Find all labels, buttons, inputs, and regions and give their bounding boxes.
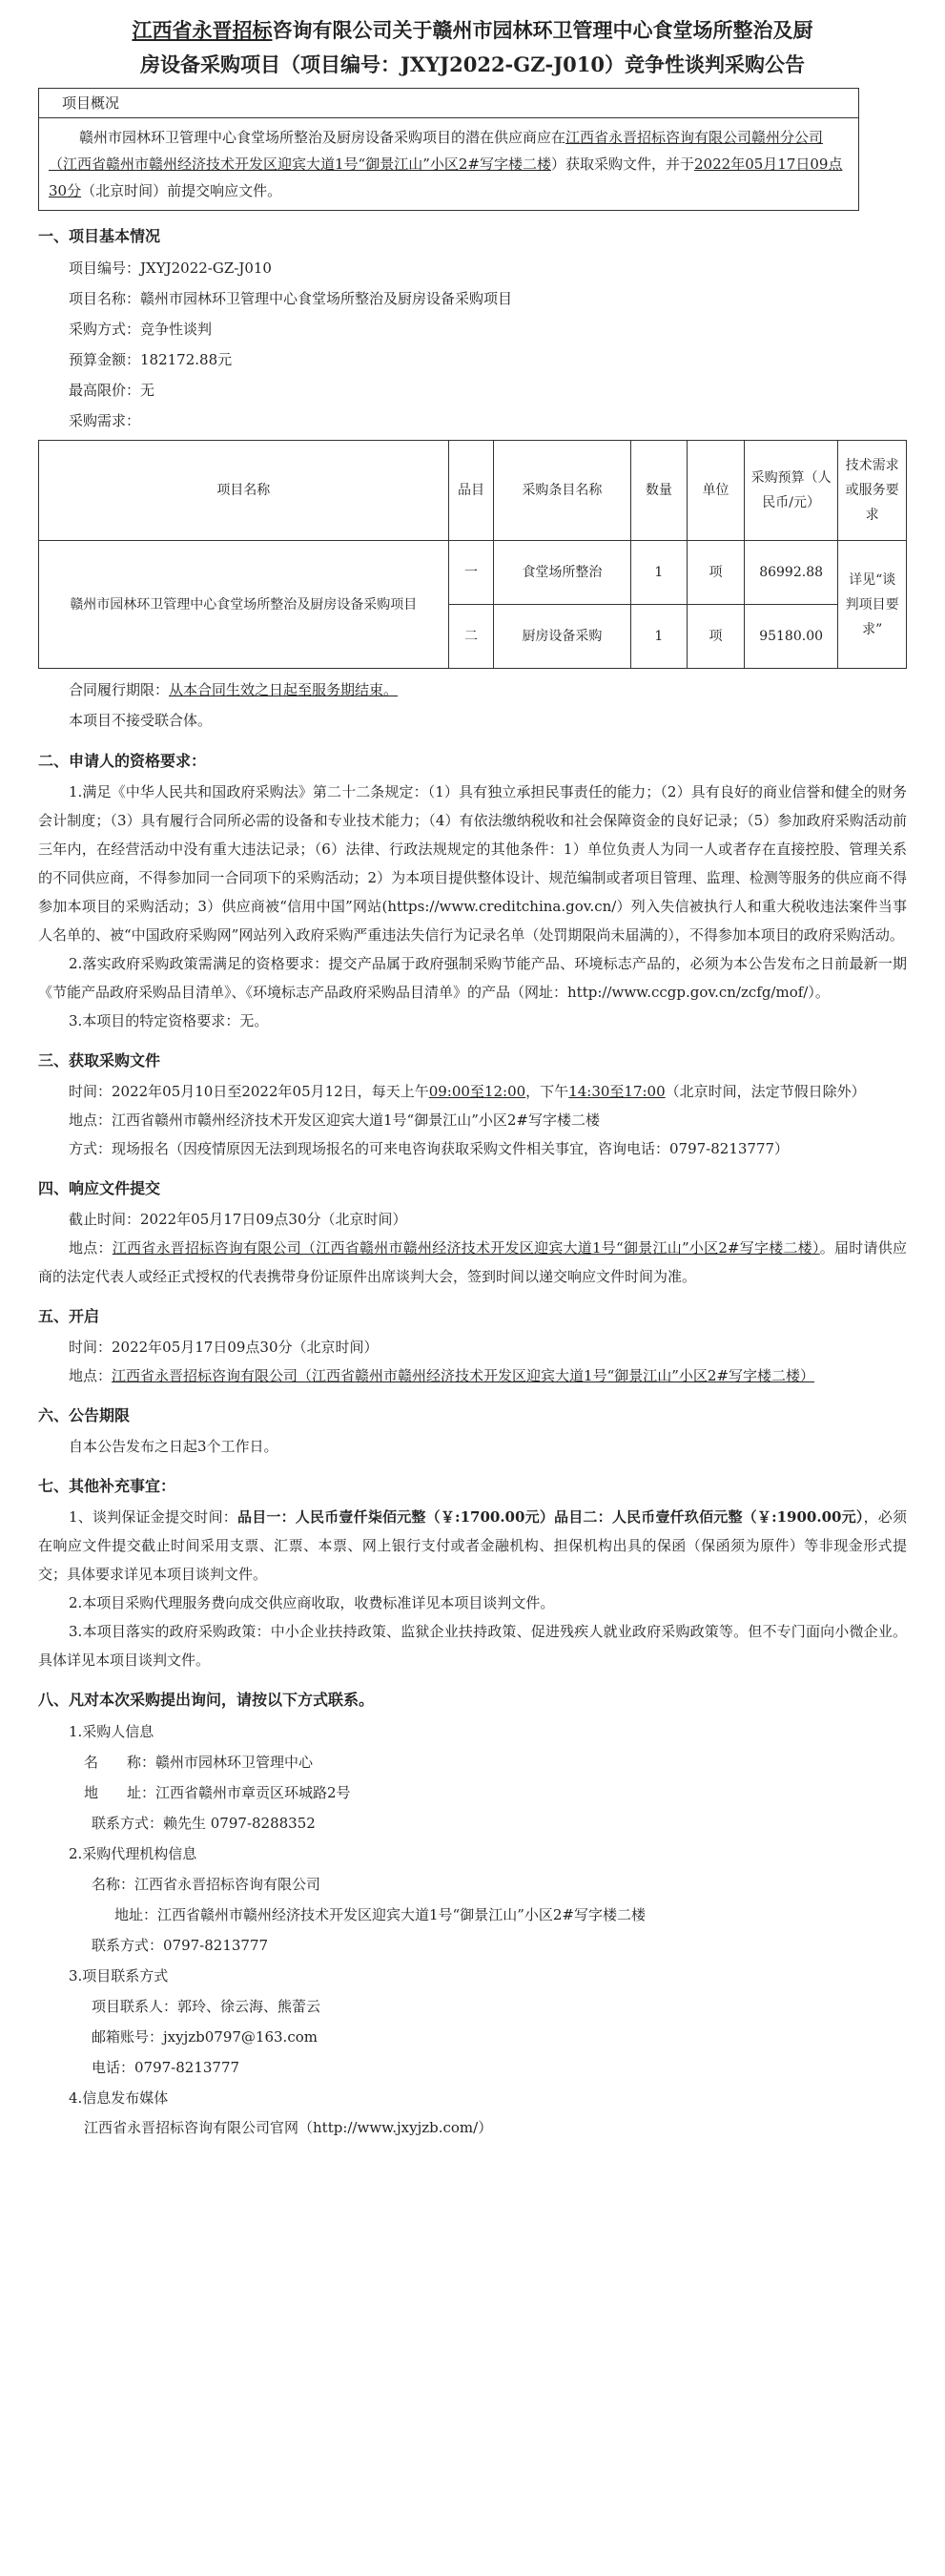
section-heading: 三、获取采购文件 [38, 1051, 161, 1070]
table-header: 采购条目名称 [494, 441, 630, 541]
table-header: 品目 [448, 441, 494, 541]
afternoon-hours: 14:30至17:00 [568, 1083, 666, 1100]
text-fragment: 。届时请供应商的法定代表人或经正式授权的代表携带身份证原件出席谈判大会，签到时间以递交响应文件时间为准。 [38, 1239, 907, 1285]
section-heading: 七、其他补充事宜： [38, 1477, 176, 1495]
phone-line: 电话：0797-8213777 [92, 2059, 240, 2076]
text-fragment: ，下午 [525, 1083, 569, 1100]
project-contacts: 项目联系人：郭玲、徐云海、熊蕾云 [92, 1998, 321, 2015]
table-cell: 食堂场所整治 [494, 541, 630, 605]
morning-hours: 09:00至12:00 [428, 1083, 526, 1100]
announcement-period: 自本公告发布之日起3个工作日。 [69, 1438, 278, 1455]
submission-address: 江西省永晋招标咨询有限公司（江西省赣州市赣州经济技术开发区迎宾大道1号“御景江山”小区2#写字楼二楼） [112, 1239, 820, 1257]
section-heading: 五、开启 [38, 1307, 100, 1325]
table-cell: 项 [688, 605, 745, 669]
agency-address: 地址：江西省赣州市赣州经济技术开发区迎宾大道1号“御景江山”小区2#写字楼二楼 [114, 1906, 646, 1923]
contract-label: 合同履行期限： [69, 681, 170, 698]
contact-section-title: 2.采购代理机构信息 [69, 1845, 197, 1862]
table-cell: 95180.00 [744, 605, 837, 669]
contract-value: 从本合同生效之日起至服务期结束。 [169, 681, 399, 698]
joint-venture-note: 本项目不接受联合体。 [69, 712, 213, 729]
table-cell: 详见“谈判项目要求” [838, 541, 907, 669]
submission-place [38, 1234, 907, 1291]
table-cell: 项 [688, 541, 745, 605]
overview-box [38, 118, 859, 211]
deposit-paragraph [38, 1503, 907, 1589]
purchaser-contact: 联系方式：赖先生 0797-8288352 [92, 1815, 316, 1832]
text-fragment: 地点： [69, 1367, 113, 1384]
procurement-method: 采购方式：竞争性谈判 [69, 321, 213, 338]
supplement-paragraph: 3.本项目落实的政府采购政策：中小企业扶持政策、监狱企业扶持政策、促进残疾人就业政府采购政策等。但不专门面向小微企业。具体详见本项目谈判文件。 [38, 1623, 907, 1669]
table-header: 技术需求或服务要求 [838, 441, 907, 541]
contact-section-title: 1.采购人信息 [69, 1723, 154, 1740]
table-header: 单位 [688, 441, 745, 541]
text-fragment: （北京时间，法定节假日除外） [665, 1083, 866, 1100]
page-title [38, 13, 907, 82]
table-cell: 一 [448, 541, 494, 605]
text-fragment: ，必须在响应文件提交截止时间采用支票、汇票、本票、网上银行支付或者金融机构、担保机构出具的保函（保函须为原件）等非现金形式提交；具体要求详见本项目谈判文件。 [38, 1508, 907, 1583]
agency-name-line: 名称：江西省永晋招标咨询有限公司 [92, 1876, 321, 1893]
overview-address: 江西省永晋招标咨询有限公司赣州分公司（江西省赣州市赣州经济技术开发区迎宾大道1号“御景江山”小区2#写字楼二楼 [49, 129, 824, 173]
contact-section-title: 4.信息发布媒体 [69, 2089, 169, 2107]
table-cell: 1 [630, 605, 688, 669]
text-fragment: 1、谈判保证金提交时间： [69, 1508, 237, 1526]
media-line: 江西省永晋招标咨询有限公司官网（http://www.jxyjzb.com/） [84, 2119, 493, 2136]
email-link[interactable]: jxyjzb0797@163.com [163, 2028, 318, 2046]
section-heading: 八、凡对本次采购提出询问，请按以下方式联系。 [38, 1691, 375, 1709]
submission-deadline: 截止时间：2022年05月17日09点30分（北京时间） [69, 1211, 407, 1228]
price-limit: 最高限价：无 [69, 382, 155, 399]
overview-text: ）获取采购文件，并于 [551, 156, 695, 173]
overview-deadline: 2022年05月17日09点30分 [49, 156, 843, 199]
section-heading: 四、响应文件提交 [38, 1179, 161, 1197]
project-number: 项目编号：JXYJ2022-GZ-J010 [69, 260, 272, 277]
table-cell: 厨房设备采购 [494, 605, 630, 669]
agency-name: 江西省永晋招标 [132, 18, 273, 42]
project-name: 项目名称：赣州市园林环卫管理中心食堂场所整治及厨房设备采购项目 [69, 290, 513, 307]
overview-text: 赣州市园林环卫管理中心食堂场所整治及厨房设备采购项目的潜在供应商应在 [79, 129, 566, 146]
section-heading: 六、公告期限 [38, 1406, 131, 1424]
budget-amount: 预算金额：182172.88元 [69, 351, 233, 368]
qualification-paragraph: 2.落实政府采购政策需满足的资格要求：提交产品属于政府强制采购节能产品、环境标志产品的，必须为本公告发布之日前最新一期《节能产品政府采购品目清单》、《环境标志产品政府采购品目清单》的产品（网址：http://www.ccgp.gov.cn/zcfg/mof/）。 [38, 955, 907, 1001]
table-header: 数量 [630, 441, 688, 541]
table-header: 项目名称 [39, 441, 449, 541]
section-heading: 二、申请人的资格要求： [38, 752, 207, 770]
qualification-paragraph: 3.本项目的特定资格要求：无。 [69, 1012, 269, 1029]
section-heading: 一、项目基本情况 [38, 227, 161, 245]
title-line1: 咨询有限公司关于赣州市园林环卫管理中心食堂场所整治及厨 [272, 18, 813, 42]
purchaser-name: 名 称：赣州市园林环卫管理中心 [84, 1754, 314, 1771]
supplement-paragraph: 2.本项目采购代理服务费向成交供应商收取，收费标准详见本项目谈判文件。 [69, 1594, 555, 1611]
table-row [39, 541, 907, 605]
requirements-table [38, 440, 907, 669]
opening-time: 时间：2022年05月17日09点30分（北京时间） [69, 1339, 379, 1356]
agency-contact: 联系方式：0797-8213777 [92, 1937, 269, 1954]
requirements-label: 采购需求： [69, 412, 141, 429]
table-cell: 二 [448, 605, 494, 669]
table-cell: 1 [630, 541, 688, 605]
table-header: 采购预算（人民币/元） [744, 441, 837, 541]
title-line2: 房设备采购项目（项目编号：JXYJ2022-GZ-J010）竞争性谈判采购公告 [139, 52, 806, 76]
table-header-row [39, 441, 907, 541]
deposit-amounts: 品目一：人民币壹仟柒佰元整（￥:1700.00元）品目二：人民币壹仟玖佰元整（￥:1900.00元） [236, 1508, 864, 1526]
document-place: 地点：江西省赣州市赣州经济技术开发区迎宾大道1号“御景江山”小区2#写字楼二楼 [69, 1111, 600, 1129]
qualification-paragraph: 1.满足《中华人民共和国政府采购法》第二十二条规定：（1）具有独立承担民事责任的能力；（2）具有良好的商业信誉和健全的财务会计制度；（3）具有履行合同所必需的设备和专业技术能力；（4）有依法缴纳税收和社会保障资金的良好记录；（5）参加政府采购活动前三年内，在经营活动中没有重大违法记录；（6）法律、行政法规规定的其他条件：1）单位负责人为同一人或者存在直接控股、管理关系的不同供应商，不得参加同一合同项下的采购活动；2）为本项目提供整体设计、规范编制或者项目管理、监理、检测等服务的供应商不得参加本项目的采购活动；3）供应商被“信用中国”网站(https://www.creditchina.gov.cn/）列入失信被执行人和重大税收违法案件当事人名单的、被“中国政府采购网”网站列入政府采购严重违法失信行为记录名单（处罚期限尚未届满的），不得参加本项目的政府采购活动。 [38, 783, 907, 944]
email-line [38, 2022, 907, 2052]
contract-period [38, 675, 907, 705]
purchaser-address: 地 址：江西省赣州市章贡区环城路2号 [84, 1784, 351, 1801]
email-label: 邮箱账号： [92, 2028, 164, 2046]
contact-section-title: 3.项目联系方式 [69, 1967, 169, 1984]
opening-place [38, 1361, 907, 1390]
overview-header: 项目概况 [38, 88, 859, 118]
document-method: 方式：现场报名（因疫情原因无法到现场报名的可来电咨询获取采购文件相关事宜，咨询电话：0797-8213777） [69, 1140, 790, 1157]
overview-text: （北京时间）前提交响应文件。 [81, 182, 282, 199]
opening-address: 江西省永晋招标咨询有限公司（江西省赣州市赣州经济技术开发区迎宾大道1号“御景江山”小区2#写字楼二楼） [112, 1367, 815, 1384]
text-fragment: 时间：2022年05月10日至2022年05月12日，每天上午 [69, 1083, 429, 1100]
text-fragment: 地点： [69, 1239, 113, 1257]
table-cell: 赣州市园林环卫管理中心食堂场所整治及厨房设备采购项目 [39, 541, 449, 669]
announcement [38, 0, 907, 2142]
table-cell: 86992.88 [744, 541, 837, 605]
document-time [38, 1077, 907, 1106]
